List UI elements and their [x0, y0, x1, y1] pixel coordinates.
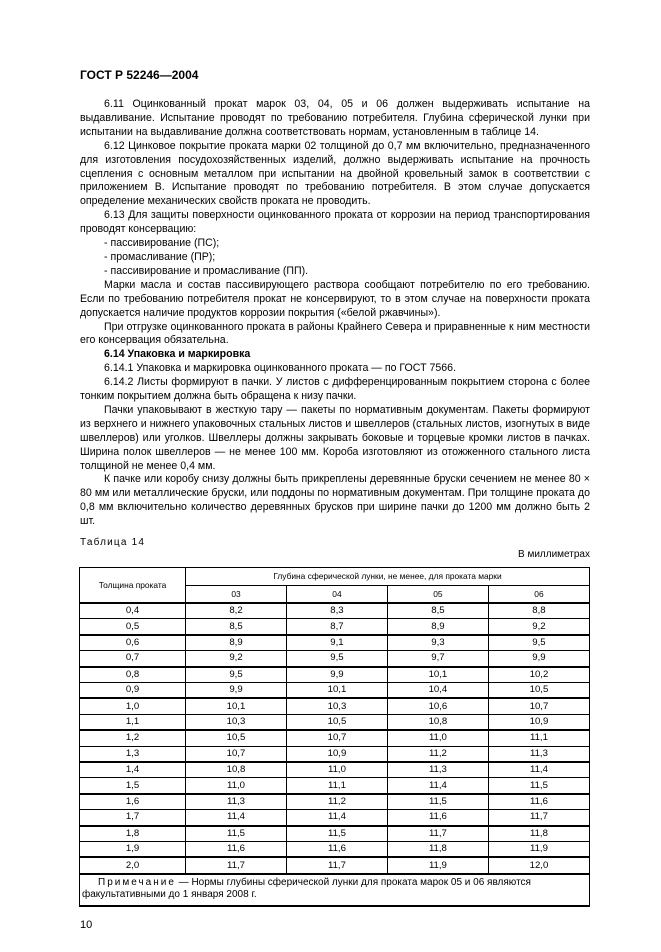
- cell-depth: 11,5: [286, 826, 387, 842]
- table-row: [80, 762, 590, 778]
- note-label: Примечание: [98, 876, 176, 888]
- cell-thickness: 0,5: [80, 619, 186, 635]
- paragraph-6-14-2: 6.14.2 Листы формируют в пачки. У листов с дифференцированным покрытием сторона с более тонким покрытием должна быть обращена к низу пачки.: [80, 376, 590, 403]
- cell-depth: 11,1: [286, 778, 387, 794]
- cell-depth: 8,5: [186, 619, 287, 635]
- cell-depth: 11,8: [488, 826, 589, 842]
- table-row: [80, 794, 590, 810]
- cell-depth: 10,1: [286, 683, 387, 699]
- cell-depth: 9,1: [286, 635, 387, 651]
- table-row: [80, 651, 590, 667]
- cell-depth: 10,7: [488, 698, 589, 714]
- table-row: [80, 603, 590, 619]
- cell-depth: 11,0: [387, 730, 488, 746]
- table-caption: Таблица 14: [80, 537, 146, 549]
- column-header-mark: 04: [286, 585, 387, 603]
- cell-depth: 9,7: [387, 651, 488, 667]
- cell-depth: 11,1: [488, 730, 589, 746]
- table-units: В миллиметрах: [518, 549, 590, 561]
- cell-thickness: 0,9: [80, 683, 186, 699]
- cell-depth: 9,2: [186, 651, 287, 667]
- cell-thickness: 1,0: [80, 698, 186, 714]
- cell-depth: 8,9: [387, 619, 488, 635]
- cell-thickness: 1,7: [80, 810, 186, 826]
- table-row: [80, 746, 590, 762]
- cell-depth: 9,5: [186, 667, 287, 683]
- column-group-header: Глубина сферической лунки, не менее, для проката марки: [186, 568, 590, 586]
- paragraph: При отгрузке оцинкованного проката в районы Крайнего Севера и приравненные к ним местности его консервация обязательна.: [80, 320, 590, 347]
- page-number: 10: [80, 918, 93, 931]
- cell-depth: 9,2: [488, 619, 589, 635]
- paragraph-6-14-1: 6.14.1 Упаковка и маркировка оцинкованного проката — по ГОСТ 7566.: [104, 362, 457, 375]
- cell-thickness: 1,6: [80, 794, 186, 810]
- cell-depth: 11,6: [488, 794, 589, 810]
- column-header-mark: 03: [186, 585, 287, 603]
- table-row: [80, 667, 590, 683]
- cell-depth: 11,7: [488, 810, 589, 826]
- cell-depth: 9,9: [186, 683, 287, 699]
- list-item: - пассивирование (ПС);: [104, 237, 220, 250]
- cell-depth: 9,3: [387, 635, 488, 651]
- cell-depth: 10,5: [488, 683, 589, 699]
- cell-depth: 11,5: [186, 826, 287, 842]
- cell-depth: 8,3: [286, 603, 387, 619]
- cell-depth: 11,9: [387, 857, 488, 873]
- cell-depth: 11,5: [387, 794, 488, 810]
- cell-depth: 11,6: [387, 810, 488, 826]
- cell-depth: 11,3: [488, 746, 589, 762]
- cell-depth: 11,4: [186, 810, 287, 826]
- cell-depth: 10,9: [286, 746, 387, 762]
- cell-depth: 10,8: [186, 762, 287, 778]
- cell-depth: 8,7: [286, 619, 387, 635]
- cell-thickness: 1,1: [80, 714, 186, 730]
- table-row: [80, 619, 590, 635]
- paragraph-6-11: 6.11 Оцинкованный прокат марок 03, 04, 05 и 06 должен выдерживать испытание на выдавливание. Испытание проводят по требованию потребителя. Глубина сферической лунки при испытании на выдавливание должна соответствовать нормам, установленным в таблице 14.: [80, 98, 590, 138]
- note-text: — Нормы глубины сферической лунки для проката марок 05 и 06 являются факультативными до 1 января 2008 г.: [82, 876, 531, 901]
- cell-depth: 10,3: [186, 714, 287, 730]
- table-row: [80, 778, 590, 794]
- cell-thickness: 0,7: [80, 651, 186, 667]
- cell-thickness: 1,2: [80, 730, 186, 746]
- column-header-mark: 05: [387, 585, 488, 603]
- cell-thickness: 1,8: [80, 826, 186, 842]
- column-header-thickness: Толщина проката: [80, 568, 186, 604]
- paragraph: Пачки упаковывают в жесткую тару — пакеты по нормативным документам. Пакеты формируют из верхнего и нижнего упаковочных стальных листов и швеллеров (стальных листов, изогнутых в виде швеллеров) или уголков. Швеллеры должны закрывать боковые и торцевые кромки листов в пачках. Ширина полок швеллеров — не менее 100 мм. Короба изготовляют из отожженного стального листа толщиной не менее 0,4 мм.: [80, 403, 590, 472]
- cell-depth: 10,4: [387, 683, 488, 699]
- column-header-mark: 06: [488, 585, 589, 603]
- table-row: [80, 810, 590, 826]
- cell-thickness: 1,9: [80, 841, 186, 857]
- cell-depth: 11,4: [286, 810, 387, 826]
- cell-depth: 9,9: [286, 667, 387, 683]
- cell-thickness: 0,8: [80, 667, 186, 683]
- cell-depth: 10,7: [286, 730, 387, 746]
- paragraph-6-12: 6.12 Цинковое покрытие проката марки 02 толщиной до 0,7 мм включительно, предназначенного для изготовления посудохозяйственных изделий, должно выдерживать испытание на прочность сцепления с основным металлом при испытании на двойной кровельный замок в соответствии с приложением В. Испытание проводят по требованию потребителя. В этом случае допускается определение механических свойств проката не проводить.: [80, 139, 590, 208]
- cell-depth: 8,8: [488, 603, 589, 619]
- cell-depth: 10,9: [488, 714, 589, 730]
- paragraph: Марки масла и состав пассивирующего раствора сообщают потребителю по его требованию. Если по требованию потребителя прокат не консервируют, то в этом случае на поверхности проката допускается наличие продуктов коррозии покрытия («белой ржавчины»).: [80, 278, 590, 319]
- cell-thickness: 1,5: [80, 778, 186, 794]
- cell-depth: 11,7: [286, 857, 387, 873]
- cell-depth: 11,8: [387, 841, 488, 857]
- cell-depth: 11,3: [387, 762, 488, 778]
- cell-thickness: 1,4: [80, 762, 186, 778]
- cell-depth: 11,2: [387, 746, 488, 762]
- cell-depth: 11,0: [186, 778, 287, 794]
- table-row: [80, 683, 590, 699]
- cell-depth: 10,8: [387, 714, 488, 730]
- cell-depth: 8,2: [186, 603, 287, 619]
- cell-depth: 11,4: [488, 762, 589, 778]
- cell-depth: 10,1: [387, 667, 488, 683]
- cell-depth: 11,7: [186, 857, 287, 873]
- section-heading-6-14: 6.14 Упаковка и маркировка: [104, 348, 251, 361]
- cell-depth: 9,9: [488, 651, 589, 667]
- cell-thickness: 1,3: [80, 746, 186, 762]
- table-row: [80, 826, 590, 842]
- cell-depth: 11,0: [286, 762, 387, 778]
- list-item: - промасливание (ПР);: [104, 250, 216, 263]
- list-item: - пассивирование и промасливание (ПП).: [104, 264, 309, 277]
- cell-depth: 10,3: [286, 698, 387, 714]
- table-row: [80, 714, 590, 730]
- cell-depth: 10,7: [186, 746, 287, 762]
- cell-depth: 11,9: [488, 841, 589, 857]
- cell-depth: 11,6: [286, 841, 387, 857]
- paragraph-6-13: 6.13 Для защиты поверхности оцинкованного проката от коррозии на период транспортирования проводят консервацию:: [80, 209, 590, 236]
- cell-depth: 10,5: [186, 730, 287, 746]
- cell-depth: 9,5: [286, 651, 387, 667]
- table-row: [80, 841, 590, 857]
- cell-thickness: 0,6: [80, 635, 186, 651]
- cell-depth: 8,5: [387, 603, 488, 619]
- cell-depth: 11,5: [488, 778, 589, 794]
- cell-depth: 11,2: [286, 794, 387, 810]
- table-row: [80, 730, 590, 746]
- cell-thickness: 0,4: [80, 603, 186, 619]
- document-body: [80, 98, 590, 529]
- cell-depth: 11,4: [387, 778, 488, 794]
- cell-depth: 10,6: [387, 698, 488, 714]
- cell-depth: 8,9: [186, 635, 287, 651]
- cell-depth: 10,5: [286, 714, 387, 730]
- table-row: [80, 698, 590, 714]
- cell-depth: 11,6: [186, 841, 287, 857]
- paragraph: К пачке или коробу снизу должны быть прикреплены деревянные бруски сечением не менее 80 × 80 мм или металлические бруски, или поддоны по нормативным документам. При толщине проката до 0,8 мм включительно количество деревянных брусков при ширине пачки до 1200 мм должно быть 2 шт.: [80, 473, 590, 528]
- cell-depth: 9,5: [488, 635, 589, 651]
- table-row: [80, 635, 590, 651]
- cell-depth: 10,2: [488, 667, 589, 683]
- depth-table: [79, 567, 590, 907]
- cell-depth: 10,1: [186, 698, 287, 714]
- cell-thickness: 2,0: [80, 857, 186, 873]
- table-row: [80, 857, 590, 873]
- cell-depth: 11,3: [186, 794, 287, 810]
- cell-depth: 12,0: [488, 857, 589, 873]
- cell-depth: 11,7: [387, 826, 488, 842]
- document-header: ГОСТ Р 52246—2004: [80, 68, 199, 82]
- table-note: [80, 874, 590, 906]
